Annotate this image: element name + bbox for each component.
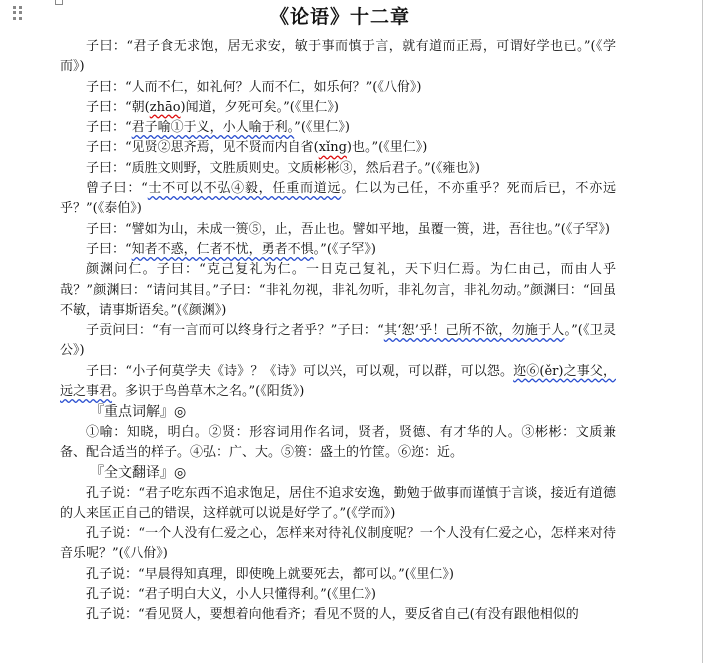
paragraph-text: 『全文翻译』◎ [90,465,187,482]
paragraph [60,585,616,605]
paragraph [60,220,616,240]
paragraph [60,260,616,321]
paragraph-text: 孔子说：“早晨得知真理，即使晚上就要死去，都可以。”(《里仁》) [86,566,454,582]
paragraph [60,179,616,220]
paragraph-text: 子曰：“人而不仁，如礼何？人而不仁，如乐何？”(《八佾》) [86,79,422,95]
paragraph-text: 孔子说：“君子明白大义，小人只懂得利。”(《里仁》) [86,587,376,603]
section-heading [60,463,616,483]
paragraph-text: 。多识于鸟兽草木之名。”(《阳货》) [112,384,305,400]
paragraph [60,423,616,464]
marked-text: 士不可以不弘④毅，任重而道远 [147,181,342,197]
paragraph [60,138,616,158]
paragraph-text: 。”(《子罕》) [313,241,376,257]
marked-text: 知者不惑，仁者不忧，勇者不惧 [131,241,314,257]
marked-text: 君子喻①于义，小人喻于利。 [131,120,295,136]
marked-text: xǐng [318,140,347,156]
section-heading [60,402,616,422]
paragraph-text: 『重点词解』◎ [90,404,187,421]
paragraph [60,118,616,138]
paragraph-text: 子曰：“ [86,241,132,257]
paragraph [60,98,616,118]
paragraph-text: 子曰：“ [86,120,132,136]
paragraph [60,37,616,78]
page-title: 《论语》十二章 [269,6,410,28]
paragraph-text: 。”(《卫灵公》) [60,323,616,359]
paragraph [60,159,616,179]
paragraph-text: ①喻：知晓，明白。②贤：形容词用作名词，贤者，贤德、有才华的人。③彬彬：文质兼备、配合适当的样子。④弘：广、大。⑤篑：盛土的竹筐。⑥迩：近。 [60,424,616,460]
paragraph [60,565,616,585]
marked-text: 其‘恕’乎！己所不欲，勿施于人 [383,323,565,339]
paragraph-text: 子曰：“君子食无求饱，居无求安，敏于事而慎于言，就有道而正焉，可谓好学也已。”(《学而》) [60,39,616,75]
paragraph-text: 子曰：“譬如为山，未成一篑⑤，止，吾止也。譬如平地，虽覆一篑，进，吾往也。”(《子罕》) [86,221,610,237]
paragraph [60,605,616,625]
page-edge-divider [702,0,703,663]
paragraph [60,362,616,403]
paragraph [60,321,616,362]
paragraph-text: ”(《里仁》) [294,120,350,136]
paragraph-text: 子曰：“朝( [86,99,150,115]
paragraph-text: 子贡问曰：“有一言而可以终身行之者乎？”子曰：“ [86,323,384,339]
paragraph-text: 孔子说：“君子吃东西不追求饱足，居住不追求安逸，勤勉于做事而谨慎于言谈，接近有道德的人来匡正自己的错误，这样就可以说是好学了。”(《学而》) [60,485,616,521]
marked-text: zhāo [149,99,181,115]
marked-text: 迩⑥(ěr)之事父，远之事君 [60,363,616,400]
paragraph-text: 孔子说：“看见贤人，要想着向他看齐；看见不贤的人，要反省自己(有没有跟他相似的 [86,607,579,623]
paragraph-text: 子曰：“见贤②思齐焉，见不贤而内自省( [86,140,319,156]
paragraph [60,78,616,98]
paragraph [60,524,616,565]
paragraph-text: 曾子曰：“ [86,181,148,197]
paragraph-text: 。仁以为己任，不亦重乎？死而后已，不亦远乎？”(《泰伯》) [60,181,616,217]
document-body [60,37,616,626]
paragraph [60,240,616,260]
paragraph-text: )也。”(《里仁》) [346,140,428,156]
paragraph-text: 子曰：“质胜文则野，文胜质则史。文质彬彬③，然后君子。”(《雍也》) [86,160,480,176]
paragraph [60,484,616,525]
paragraph-text: 颜渊问仁。子曰：“克己复礼为仁。一日克己复礼，天下归仁焉。为仁由己，而由人乎哉？”颜渊曰：“请问其目。”子曰：“非礼勿视，非礼勿听，非礼勿言，非礼勿动。”颜渊曰：“回虽不敏，请事斯语矣。”(《颜渊》) [60,262,616,318]
paragraph-text: )闻道，夕死可矣。”(《里仁》) [180,99,339,115]
paragraph-text: 孔子说：“一个人没有仁爱之心，怎样来对待礼仪制度呢？一个人没有仁爱之心，怎样来对待音乐呢？”(《八佾》) [60,526,616,562]
paragraph-text: 子曰：“小子何莫学夫《诗》？《诗》可以兴，可以观，可以群，可以怨。 [86,363,514,379]
